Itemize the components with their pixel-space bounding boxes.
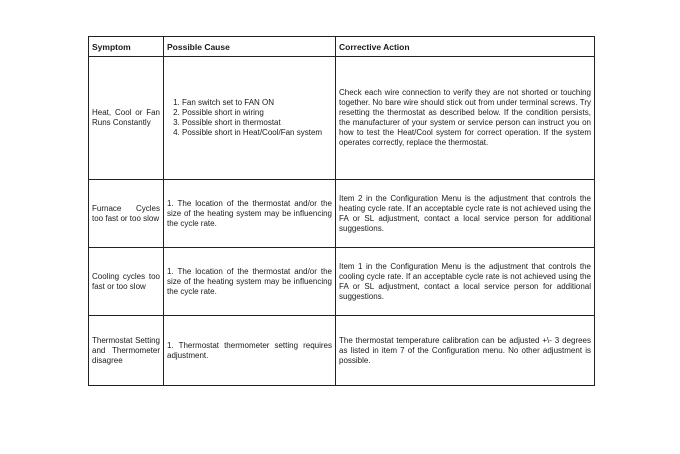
header-symptom: Symptom [89,37,164,57]
cause-item: 4. Possible short in Heat/Cool/Fan system [182,128,332,138]
symptom-cell: Heat, Cool or Fan Runs Constantly [89,57,164,180]
cause-cell [164,57,336,180]
symptom-cell: Furnace Cycles too fast or too slow [89,180,164,248]
action-cell: Item 1 in the Configuration Menu is the adjustment that controls the cooling cycle rate. If an acceptable cycle rate is not achieved using the FA or SL adjustment, contact a local service person for additional suggestions. [336,248,595,316]
cause-list [167,98,332,138]
table-row [89,316,595,386]
cause-cell: 1. The location of the thermostat and/or the size of the heating system may be influencing the cycle rate. [164,248,336,316]
symptom-cell: Thermostat Setting and Thermometer disagree [89,316,164,386]
cause-cell: 1. The location of the thermostat and/or the size of the heating system may be influencing the cycle rate. [164,180,336,248]
table-row [89,57,595,180]
table-row [89,248,595,316]
cause-item: 2. Possible short in wiring [182,108,332,118]
action-cell: The thermostat temperature calibration can be adjusted +\- 3 degrees as listed in item 7 of the Configuration menu. No other adjustment is possible. [336,316,595,386]
action-cell: Check each wire connection to verify they are not shorted or touching together. No bare wire should stick out from under terminal screws. Try resetting the thermostat as described below. If the condition persists, the manufacturer of your system or service person can instruct you on how to test the Heat/Cool system for correct operation. If the system operates correctly, replace the thermostat. [336,57,595,180]
table-row [89,180,595,248]
header-corrective-action: Corrective Action [336,37,595,57]
cause-item: 3. Possible short in thermostat [182,118,332,128]
action-cell: Item 2 in the Configuration Menu is the adjustment that controls the heating cycle rate. If an acceptable cycle rate is not achieved using the FA or SL adjustment, contact a local service person for additional suggestions. [336,180,595,248]
cause-item: 1. Fan switch set to FAN ON [182,98,332,108]
header-row [89,37,595,57]
troubleshooting-table [88,36,595,386]
header-possible-cause: Possible Cause [164,37,336,57]
cause-cell: 1. Thermostat thermometer setting requires adjustment. [164,316,336,386]
symptom-cell: Cooling cycles too fast or too slow [89,248,164,316]
